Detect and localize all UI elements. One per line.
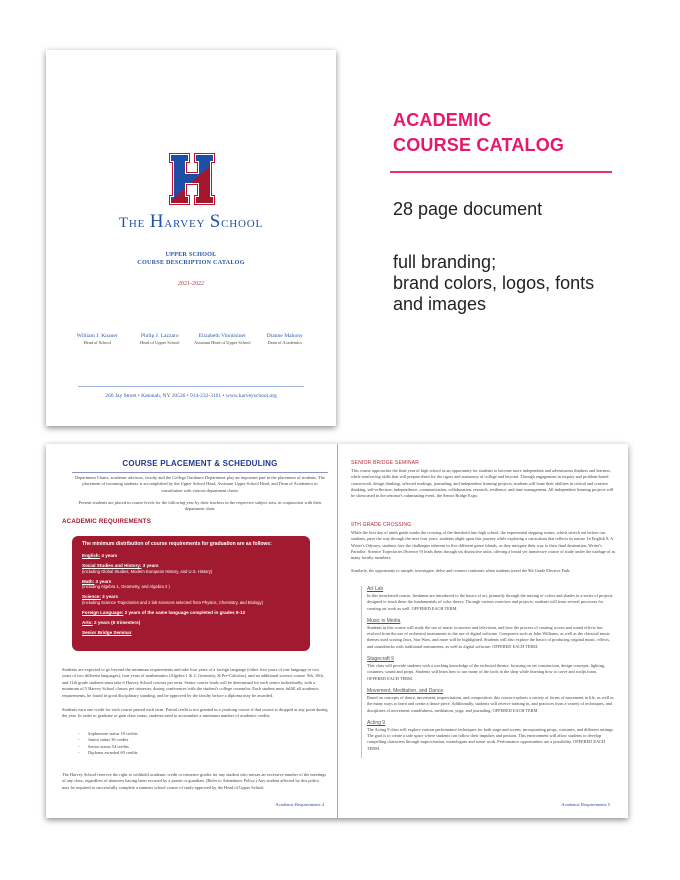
course-entry: Acting 9 The Acting 9 class will explore various performance techniques for both stage and screen, incorporating props, costumes, and different settings. The goal is to create a safe space where students can follow their impulses and passion. This environment will allow students to develop compelling characters through improvisation, monologues and scene work. Performance opportunities are a possibility. OFFERED EACH TERM. xyxy=(367,719,615,751)
list-item: - Senior status 54 credits xyxy=(78,744,138,750)
credits-list xyxy=(78,731,138,757)
list-item: - Diploma awarded 69 credits xyxy=(78,750,138,756)
promo-branding: full branding; brand colors, logos, fonts and images xyxy=(393,252,595,314)
divider xyxy=(72,472,328,473)
requirement-item: English: 4 years xyxy=(82,553,118,558)
intro-paragraph: Department Chairs, academic advisors, faculty and the College Guidance Department play an important part in the placement of students. The placement of incoming students is accomplished by the Upper School Head, Assistant Upper School Head, and Dean of Academics in consultation with various department chairs. xyxy=(75,475,325,493)
elective-course-list xyxy=(361,586,616,758)
list-item: - Junior status 36 credits xyxy=(78,737,138,743)
staff-member: Philip J. Lazzaro Head of Upper School xyxy=(140,333,180,345)
school-name: The Harvey School xyxy=(118,211,264,232)
staff-list xyxy=(66,333,316,346)
body-paragraph: Students are expected to go beyond the minimum requirements and take four years of a foreign language (either four years of one language or two years of two different languages), four years of mathematics (Algebra 1 & 2, Geometry, & Pre-Calculus), and an additional science course. 9th, 10th, and 11th grade students must take 6 Harvey School courses per term. Senior course loads will be determined for each senior individually, with a minimum of 5 Harvey School classes per trimester, during conferences with the student's college counselor. Each student must fulfill all academic requirements, be found in good disciplinary standing, and be approved by the faculty before a diploma may be awarded. xyxy=(62,667,324,698)
requirements-heading: ACADEMIC REQUIREMENTS xyxy=(62,518,152,525)
body-paragraph: Similarly, the opportunity to sample, investigate, delve and connect continues when students travel the 9th Grade Elective Path: xyxy=(351,568,571,573)
requirement-item: Foreign Language: 2 years of the same language completed in grades 9-12 xyxy=(82,609,246,615)
requirement-item: Science: 3 years (including Science Trajectories and 2 lab sciences selected from Physics, Chemistry, and Biology) xyxy=(82,594,263,605)
page-footer: Academic Requirements 4 xyxy=(275,802,324,807)
catalog-year: 2021-2022 xyxy=(178,281,204,287)
promo-page-count: 28 page document xyxy=(393,199,543,219)
requirement-item: Arts: 2 years (6 trimesters) xyxy=(82,619,141,625)
staff-member: William J. Knauer Head of School xyxy=(76,333,118,345)
body-paragraph: The Harvey School reserves the right to withhold academic credit or trimester grades for any student who misses an excessive number of the meetings of any class, regardless of absences having been excused by a parent or guardian. (Refer to Attendance Policy.) Any student affected by this policy may be required to successfully complete a summer school course of study approved by the Head of Upper School. xyxy=(62,772,327,790)
page-footer: Academic Requirements 5 xyxy=(561,802,610,807)
catalog-subtitle: UPPER SCHOOL COURSE DESCRIPTION CATALOG xyxy=(137,251,245,266)
body-paragraph: While the first day of ninth grade marks the crossing of the threshold into high school, the experiential stepping stones, which stretch out before our students, pave the way through the next four years. students alight upon this journey while exploring a curriculum that reflects its nature. In English 9, A Writer's Odyssey, students face the challenges inherent in five different genre islands, as they navigate their way to their final destination, Writer's Paradise. Science Trajectories (Science 9) leads them through six distinctive units, offering a broad yet immersive course of study under the tutelage of as many faculty members. xyxy=(351,530,616,561)
body-paragraph: Students earn one credit for each course passed each term. Partial credit is not granted in a yearlong course if that course is dropped at any point during the year. In order to graduate or gain class status, students need to accumulate a minimum number of academic credits: xyxy=(62,707,328,719)
harvey-h-logo-icon xyxy=(169,153,215,205)
section-heading: 9TH GRADE CROSSING xyxy=(351,522,412,528)
course-entry: Art Lab In this term-based course, freshmen are introduced to the basics of art, primarily through the mixing of colors and shades in a series of projects designed to teach them the fundamentals of color theory. Through various exercises and projects, students will learn several processes for creating art work as well. OFFERED EACH TERM. xyxy=(367,586,613,611)
document-spread xyxy=(46,444,628,818)
list-item: - Sophomore status 18 credits xyxy=(78,731,138,737)
requirement-item: Senior Bridge Seminar xyxy=(82,629,132,635)
page-5 xyxy=(351,444,616,818)
staff-member: Dianne Mahony Dean of Academics xyxy=(266,333,303,345)
body-paragraph: This course approaches the final year of high school as an opportunity for students to become more independent and adventurous thinkers and learners, while reinforcing skills that will prepare them for the rigors and autonomy of college and beyond. Through engagement in inquiry and problem-based coursework, design thinking, selected readings, journaling, and independent learning projects, students will hone their abilities in critical and creative thinking, self-reflection, independence, communication, collaboration, research, resilience, and time management. All independent learning projects will be showcased in the seminar's culminating event, the Senior Bridge Expo. xyxy=(351,468,614,499)
requirements-box: The minimum distribution of course requirements for graduation are as follows: English: 4 years Social Studies and History: 3 years (including Global Studies, Modern European History, and U.S. History) Math: 3 years (including Algebra 1, Geometry, and Algebra 2 ) Science: 3 years (including Science Trajectories and 2 lab sciences selected from Physics, Chemistry, and Biology) Foreign Language: 2 years of the same language completed in grades 9-12 Arts: 2 years (6 trimesters) Senior Bridge Seminar xyxy=(72,536,310,651)
course-entry: Music in Media Students in this course will study the use of music in movies and television, and how the process of creating scores and sound effects has evolved from the use of orchestral instruments to the use of digital software. Composers such as John Williams, as well as the classical music themes used scoring Jaws, Star Wars, and more will be highlighted. Students will also explore the basics of producing original music, effects, and soundtracks with traditional instruments, as well as digital software. OFFERED EACH TERM. xyxy=(367,617,611,649)
staff-member: Elizabeth Vinnitsiner Assistant Head of Upper School xyxy=(193,333,251,345)
school-address: 260 Jay Street • Katonah, NY 10536 • 914-232-3161 • www.harveyschool.org xyxy=(105,393,277,399)
page-4 xyxy=(58,444,328,818)
cover-page xyxy=(46,50,336,426)
divider xyxy=(78,386,304,387)
section-heading: SENIOR BRIDGE SEMINAR xyxy=(351,460,420,466)
promo-title: ACADEMIC COURSE CATALOG xyxy=(393,110,565,155)
section-title: COURSE PLACEMENT & SCHEDULING xyxy=(122,459,278,468)
course-entry: Stagecraft 9 This class will provide students with a working knowledge of the technical theatre, focusing on set construction, design concepts, lighting, costumes, sound and props. Students will learn how to use many of the tools in the shop while learning how to carve and sculpt foam. OFFERED EACH TERM. xyxy=(367,656,606,681)
course-entry: Movement, Meditation, and Dance Based on concepts of dance, movement, improvisation, and composition, this course explores a variety of forms of movement in life, as well as the many ways to learn and create a dance piece. Additionally, students will receive training in, and practices from a variety of techniques, and disciplines of movement, mindfulness, meditation, yoga, and journaling. OFFERED EACH TERM. xyxy=(367,687,614,713)
requirement-item: Math: 3 years (including Algebra 1, Geometry, and Algebra 2 ) xyxy=(82,578,170,590)
intro-paragraph: Present students are placed in course levels for the following year by their teachers in the respective subject area, in conjunction with their department chair. xyxy=(78,500,322,512)
spread-gutter xyxy=(337,444,338,818)
promo-divider xyxy=(390,171,612,173)
requirement-item: Social Studies and History: 3 years (including Global Studies, Modern European History, and U.S. History) xyxy=(82,562,213,574)
